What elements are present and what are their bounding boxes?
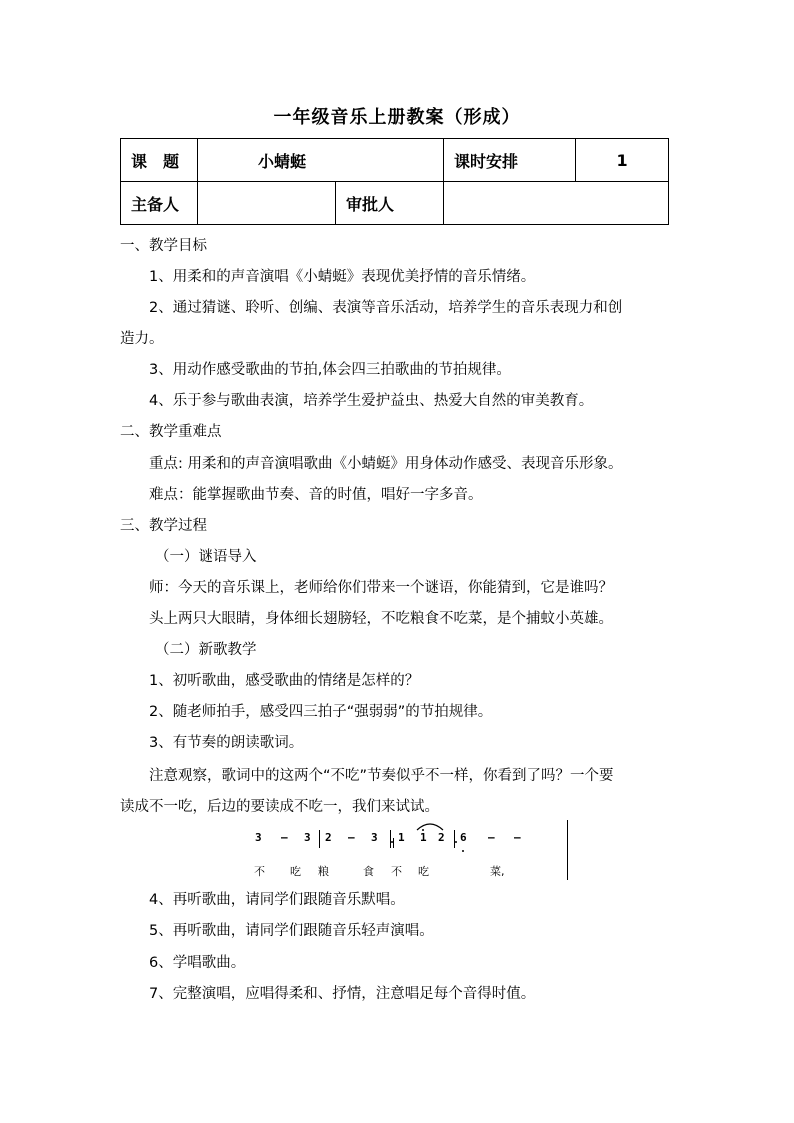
paragraph: 1、初听歌曲，感受歌曲的情绪是怎样的？ bbox=[149, 673, 420, 689]
paragraph: 重点: 用柔和的声音演唱歌曲《小蜻蜓》用身体动作感受、表现音乐形象。 bbox=[149, 456, 623, 472]
paragraph: 2、随老师拍手，感受四三拍子“强弱弱”的节拍规律。 bbox=[149, 704, 493, 720]
score-note: 2 bbox=[325, 831, 332, 844]
table-row bbox=[121, 139, 669, 182]
bar-line bbox=[393, 838, 394, 848]
score-note: 3 bbox=[371, 831, 378, 844]
paragraph: 4、再听歌曲，请同学们跟随音乐默唱。 bbox=[149, 892, 405, 908]
paragraph: 6、学唱歌曲。 bbox=[149, 955, 246, 971]
score-note: – bbox=[281, 831, 288, 844]
schedule-label: 课时安排 bbox=[444, 139, 576, 182]
score-lyric: 吃 bbox=[418, 865, 429, 878]
schedule-value: 1 bbox=[576, 139, 669, 182]
score-note: – bbox=[488, 831, 495, 844]
section-heading: 一、教学目标 bbox=[120, 238, 207, 254]
score-lyric: 菜, bbox=[490, 865, 505, 878]
paragraph: 5、再听歌曲，请同学们跟随音乐轻声演唱。 bbox=[149, 923, 434, 939]
score-lyric: 粮 bbox=[318, 865, 329, 878]
rhythm-score bbox=[248, 820, 573, 880]
slur-arc bbox=[416, 821, 444, 831]
preparer-value bbox=[198, 182, 336, 225]
dot bbox=[462, 850, 464, 852]
paragraph: 难点：能掌握歌曲节奏、音的时值，唱好一字多音。 bbox=[149, 487, 483, 503]
topic-label: 课 题 bbox=[121, 139, 198, 182]
score-lyric: 不 bbox=[254, 865, 265, 878]
approver-label: 审批人 bbox=[336, 182, 444, 225]
approver-value bbox=[444, 182, 669, 225]
score-lyric: 不 bbox=[391, 865, 402, 878]
section-heading: 三、教学过程 bbox=[120, 518, 207, 534]
score-note: 3 bbox=[304, 831, 311, 844]
paragraph: 师：今天的音乐课上，老师给你们带来一个谜语，你能猜到，它是谁吗？ bbox=[149, 580, 613, 596]
score-lyric: 吃 bbox=[290, 865, 301, 878]
score-lyric: 食 bbox=[363, 865, 374, 878]
lesson-info-table bbox=[120, 138, 669, 225]
subsection-heading: （二）新歌教学 bbox=[155, 642, 257, 658]
page-title: 一年级音乐上册教案（形成） bbox=[273, 107, 521, 128]
score-note: – bbox=[348, 831, 355, 844]
score-note: 1 bbox=[420, 831, 427, 844]
paragraph: 造力。 bbox=[120, 331, 164, 347]
dot bbox=[455, 841, 457, 843]
bar-line bbox=[319, 830, 320, 848]
bar-line bbox=[390, 830, 391, 848]
paragraph: 7、完整演唱，应唱得柔和、抒情，注意唱足每个音得时值。 bbox=[149, 986, 536, 1002]
dot bbox=[391, 841, 393, 843]
score-note: 1 bbox=[398, 831, 405, 844]
preparer-label: 主备人 bbox=[121, 182, 198, 225]
score-note: 2 bbox=[438, 831, 445, 844]
bar-line bbox=[454, 830, 455, 848]
score-note: 3 bbox=[255, 831, 262, 844]
paragraph: 读成不一吃，后边的要读成不吃一，我们来试试。 bbox=[120, 799, 439, 815]
bar-line bbox=[567, 820, 568, 880]
paragraph: 3、有节奏的朗读歌词。 bbox=[149, 735, 304, 751]
score-note: – bbox=[514, 831, 521, 844]
paragraph: 1、用柔和的声音演唱《小蜻蜓》表现优美抒情的音乐情绪。 bbox=[149, 269, 536, 285]
paragraph: 头上两只大眼睛，身体细长翅膀轻，不吃粮食不吃菜，是个捕蚊小英雄。 bbox=[149, 611, 613, 627]
score-note: 6 bbox=[460, 831, 467, 844]
paragraph: 注意观察，歌词中的这两个“不吃”节奏似乎不一样，你看到了吗？一个要 bbox=[149, 768, 614, 784]
table-row bbox=[121, 182, 669, 225]
section-heading: 二、教学重难点 bbox=[120, 424, 222, 440]
paragraph: 3、用动作感受歌曲的节拍,体会四三拍歌曲的节拍规律。 bbox=[149, 362, 511, 378]
topic-value: 小蜻蜓 bbox=[198, 139, 444, 182]
subsection-heading: （一）谜语导入 bbox=[155, 549, 257, 565]
paragraph: 4、乐于参与歌曲表演，培养学生爱护益虫、热爱大自然的审美教育。 bbox=[149, 393, 594, 409]
paragraph: 2、通过猜谜、聆听、创编、表演等音乐活动，培养学生的音乐表现力和创 bbox=[149, 300, 623, 316]
